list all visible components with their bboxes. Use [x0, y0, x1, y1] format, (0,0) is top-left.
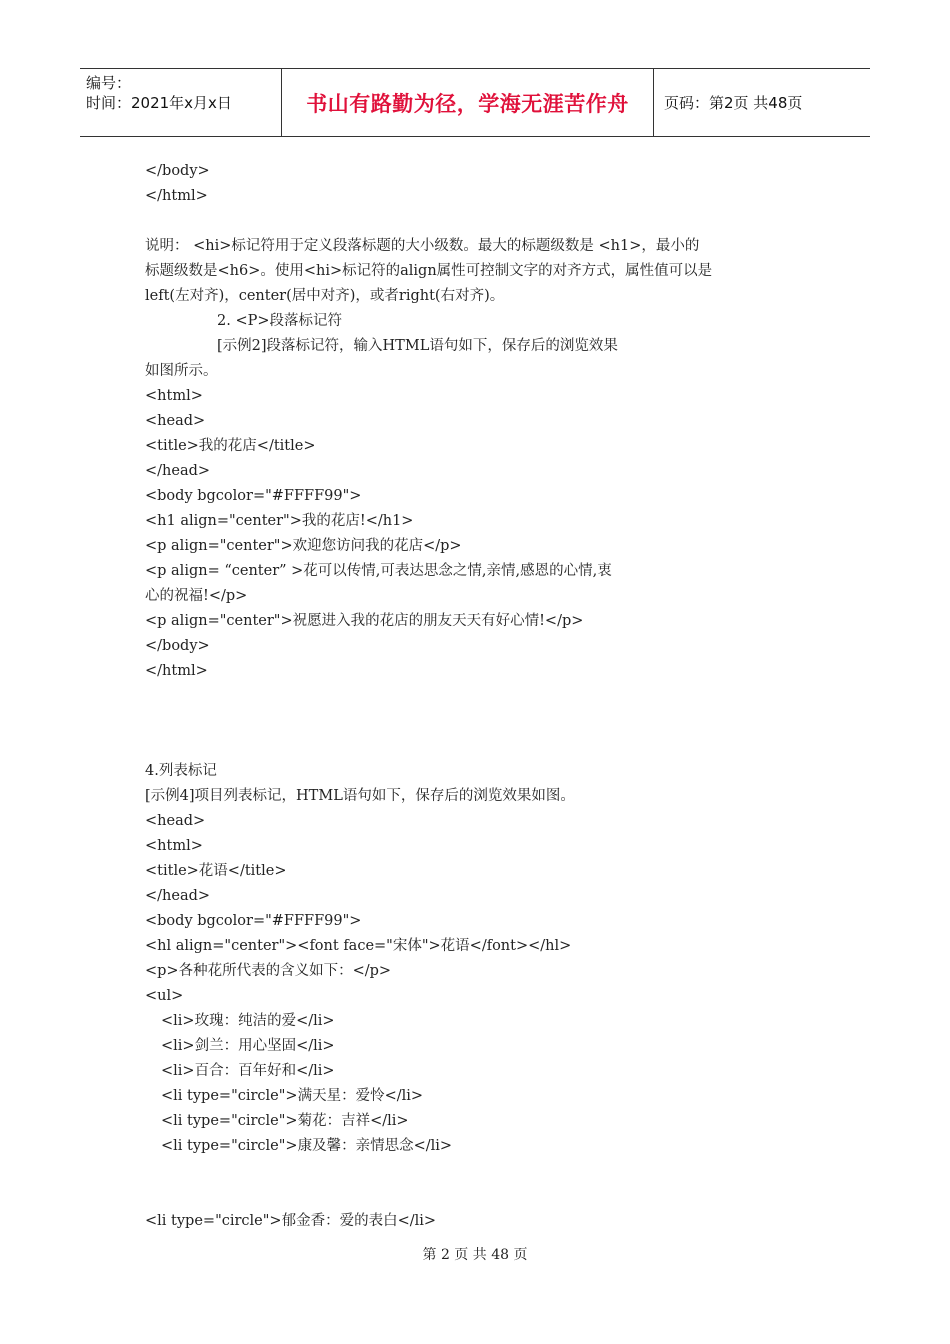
code-line: <ul> [145, 988, 184, 1004]
header-left-cell [80, 69, 282, 136]
code-line: 心的祝福!</p> [145, 588, 248, 604]
code-line: </head> [145, 888, 211, 904]
code-line: <li type="circle">康及馨：亲情思念</li> [161, 1138, 453, 1154]
code-line: <html> [145, 838, 203, 854]
text-line: 说明： <hi>标记符用于定义段落标题的大小级数。最大的标题级数是 <h1>，最小的 [145, 238, 700, 254]
code-line: <li>百合：百年好和</li> [161, 1063, 335, 1079]
code-line: <li>剑兰：用心坚固</li> [161, 1038, 335, 1054]
text-line: left(左对齐)，center(居中对齐)，或者right(右对齐)。 [145, 288, 505, 304]
text-line: </html> [145, 188, 208, 204]
blank-line [145, 709, 825, 734]
blank-line [145, 734, 825, 759]
code-line: <title>我的花店</title> [145, 438, 316, 454]
code-line: <body bgcolor="#FFFF99"> [145, 488, 362, 504]
code-line: <head> [145, 413, 206, 429]
code-line: </body> [145, 638, 210, 654]
code-line: <li>玫瑰：纯洁的爱</li> [161, 1013, 335, 1029]
blank-line [145, 1159, 825, 1184]
code-line: <li type="circle">郁金香：爱的表白</li> [145, 1213, 437, 1229]
text-line: </body> [145, 163, 210, 179]
text-line: [示例4]项目列表标记，HTML语句如下，保存后的浏览效果如图。 [145, 788, 575, 804]
code-line: <li type="circle">满天星：爱怜</li> [161, 1088, 424, 1104]
code-line: </html> [145, 663, 208, 679]
section-heading: 4.列表标记 [145, 763, 217, 779]
text-line: [示例2]段落标记符，输入HTML语句如下，保存后的浏览效果 [217, 338, 618, 354]
code-line: <p align="center">欢迎您访问我的花店</p> [145, 538, 462, 554]
blank-line [145, 209, 825, 234]
code-line: <p>各种花所代表的含义如下：</p> [145, 963, 392, 979]
code-line: <p align="center">祝愿进入我的花店的朋友天天有好心情!</p> [145, 613, 584, 629]
code-line: <li type="circle">菊花：吉祥</li> [161, 1113, 409, 1129]
code-line: <body bgcolor="#FFFF99"> [145, 913, 362, 929]
section-heading: 2. <P>段落标记符 [217, 313, 342, 329]
time-label: 时间：2021年x月x日 [86, 94, 232, 112]
text-line: 标题级数是<h6>。使用<hi>标记符的align属性可控制文字的对齐方式，属性值可以是 [145, 263, 713, 279]
page-footer: 第 2 页 共 48 页 [422, 1247, 528, 1263]
number-label: 编号： [86, 74, 132, 92]
blank-line [145, 684, 825, 709]
code-line: </head> [145, 463, 211, 479]
code-line: <p align= “center” >花可以传情,可表达思念之情,亲情,感恩的心情,衷 [145, 563, 612, 579]
blank-line [145, 1184, 825, 1209]
code-line: <h1 align="center">我的花店!</h1> [145, 513, 414, 529]
code-line: <head> [145, 813, 206, 829]
text-line: 如图所示。 [145, 363, 218, 379]
header-page-info: 页码：第2页 共48页 [664, 94, 803, 112]
code-line: <hl align="center"><font face="宋体">花语</font></hl> [145, 938, 572, 954]
page-header [80, 68, 870, 137]
header-motto: 书山有路勤为径，学海无涯苦作舟 [282, 69, 654, 136]
code-line: <html> [145, 388, 203, 404]
code-line: <title>花语</title> [145, 863, 287, 879]
document-body [145, 159, 825, 1234]
